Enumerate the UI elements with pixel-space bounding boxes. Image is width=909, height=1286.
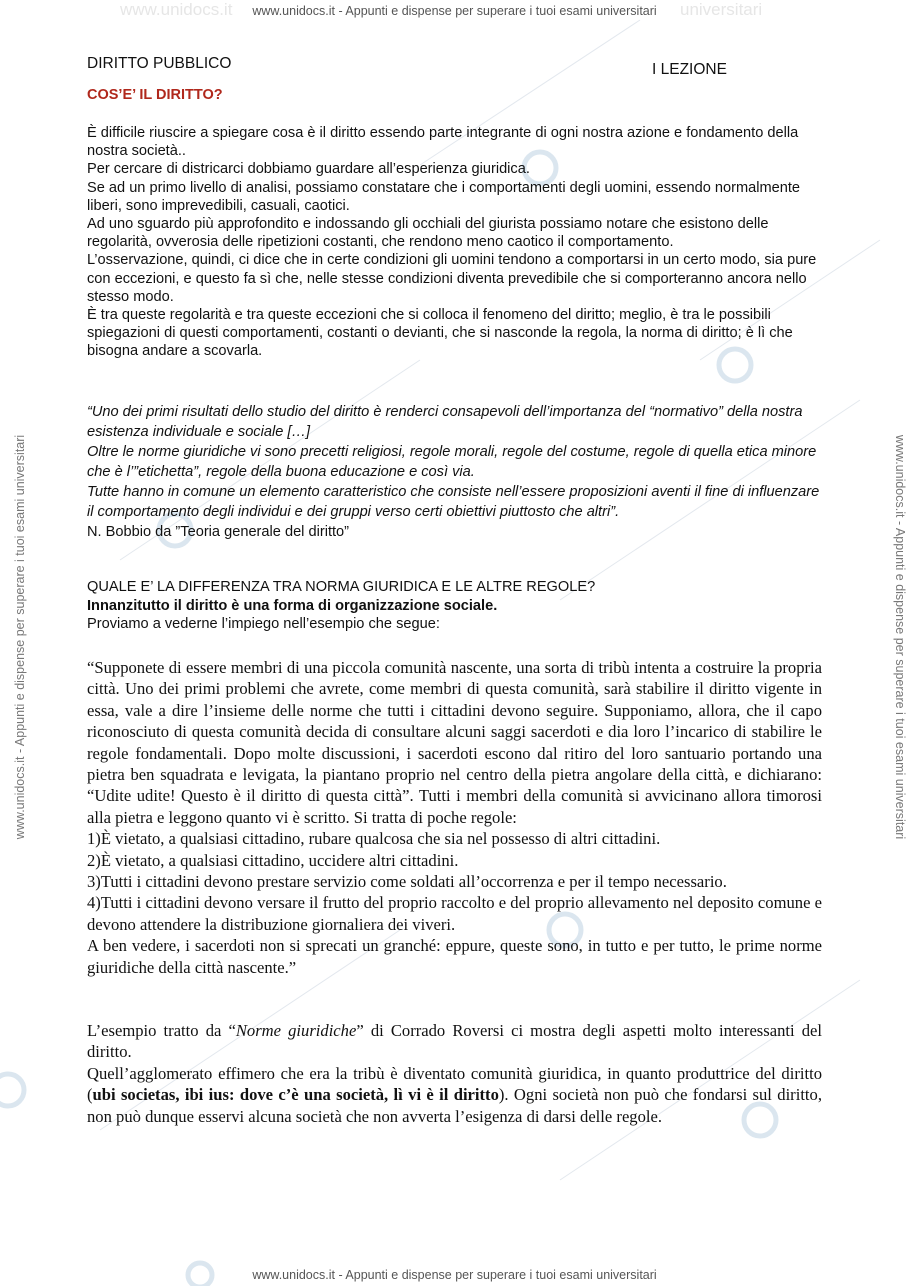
intro-paragraph: È tra queste regolarità e tra queste eccezioni che si colloca il fenomeno del diritto; meglio, è tra le possibili spiegazioni di questi comportamenti, costanti o devianti, che si nasconde la regola, la norma di diritto; è lì che bisogna andare a scovarla. [87, 307, 793, 360]
rule-item: 2)È vietato, a qualsiasi cittadino, uccidere altri cittadini. [87, 850, 459, 870]
quote-citation: N. Bobbio da ”Teoria generale del diritto” [87, 524, 350, 540]
watermark-ghost-right: universitari [680, 0, 763, 19]
intro-paragraph: Per cercare di districarci dobbiamo guardare all’esperienza giuridica. [87, 161, 530, 178]
bobbio-quote [87, 402, 823, 542]
intro-text [87, 124, 823, 361]
watermark-left: www.unidocs.it - Appunti e dispense per superare i tuoi esami universitari [13, 434, 27, 840]
watermark-right: www.unidocs.it - Appunti e dispense per superare i tuoi esami universitari [893, 434, 907, 840]
quote-line: Tutte hanno in comune un elemento caratteristico che consiste nell’essere proposizioni aventi il fine di influenzare il comportamento degli individui e dei gruppi verso certi obiettivi piuttosto che altri”. [87, 484, 820, 520]
difference-section [87, 578, 823, 634]
section-heading: COS’E’ IL DIRITTO? [87, 87, 223, 103]
commentary-paragraph [87, 1063, 822, 1127]
tribe-example [87, 657, 822, 978]
story-conclusion: A ben vedere, i sacerdoti non si sprecati un granché: eppure, queste sono, in tutto e per tutto, le prime norme giuridiche della città nascente.” [87, 936, 822, 977]
book-title: Norme giuridiche [235, 1021, 357, 1040]
watermark-ghost-left: www.unidocs.it [120, 0, 233, 19]
text-run: ). Ogni società non può che fondarsi sul diritto, non può dunque esservi alcuna società che non avverta l’esigenza di darsi delle regole. [87, 1085, 822, 1126]
roversi-commentary [87, 1020, 822, 1127]
watermark-top: www.unidocs.it - Appunti e dispense per superare i tuoi esami universitari [252, 4, 657, 18]
watermark-bottom: www.unidocs.it - Appunti e dispense per superare i tuoi esami universitari [252, 1268, 657, 1282]
quote-line: Oltre le norme giuridiche vi sono precetti religiosi, regole morali, regole del costume, regole di quella etica minore che è l’”etichetta”, regole della buona educazione e così via. [87, 444, 817, 480]
text-run: Quell’agglomerato effimero che era la tribù è diventato comunità giuridica, in quanto produttrice del diritto ( [87, 1063, 822, 1105]
intro-paragraph: Se ad un primo livello di analisi, possiamo constatare che i comportamenti degli uomini, essendo normalmente liberi, sono imprevedibili, casuali, caotici. [87, 179, 801, 214]
story-paragraph: “Supponete di essere membri di una piccola comunità nascente, una sorta di tribù intenta a costruire la propria città. Uno dei primi problemi che avrete, come membri di questa comunità, sarà stabilire il diritto vigente in essa, vale a dire l’insieme delle norme che tutti i cittadini devono seguire. Supponiamo, allora, che il capo riconosciuto di questa comunità decida di consultare alcuni saggi sacerdoti e dia loro l’incarico di stabilire le regole fondamentali. Dopo molte discussioni, i sacerdoti escono dal ritiro del loro santuario portando una pietra ben squadrata e levigata, la piantano proprio nel centro della pietra angolare della città, e dichiarano: “Udite udite! Questo è il diritto di questa città”. Tutti i membri della comunità si avvicinano allora timorosi alla pietra e leggono quanto vi è scritto. Si tratta di poche regole: [87, 658, 822, 827]
rule-item: 1)È vietato, a qualsiasi cittadino, rubare qualcosa che sia nel possesso di altri cittadini. [87, 829, 661, 849]
text-run: L’esempio tratto da “ [87, 1021, 236, 1040]
subject-title: DIRITTO PUBBLICO [87, 55, 232, 72]
commentary-paragraph [87, 1020, 822, 1063]
organization-statement: Innanzitutto il diritto è una forma di organizzazione sociale. [87, 597, 498, 614]
lesson-label: I LEZIONE [652, 61, 727, 78]
latin-maxim: ubi societas, ibi ius: dove c’è una società, lì vi è il diritto [92, 1085, 499, 1105]
intro-paragraph: È difficile riuscire a spiegare cosa è il diritto essendo parte integrante di ogni nostra azione e fondamento della nostra società.. [87, 125, 799, 160]
rule-item: 3)Tutti i cittadini devono prestare servizio come soldati all’occorrenza e per il tempo necessario. [87, 872, 727, 892]
quote-line: “Uno dei primi risultati dello studio del diritto è renderci consapevoli dell’importanza del “normativo” della nostra esistenza individuale e sociale […] [87, 404, 803, 440]
question-heading: QUALE E’ LA DIFFERENZA TRA NORMA GIURIDICA E LE ALTRE REGOLE? [87, 579, 596, 595]
text-run: ” di Corrado Roversi ci mostra degli aspetti molto interessanti del diritto. [87, 1021, 822, 1062]
example-lead: Proviamo a vederne l’impiego nell’esempio che segue: [87, 616, 440, 632]
rule-item: 4)Tutti i cittadini devono versare il frutto del proprio raccolto e del proprio allevamento nel deposito comune e devono attendere la distribuzione giornaliera dei viveri. [87, 893, 822, 934]
intro-paragraph: Ad uno sguardo più approfondito e indossando gli occhiali del giurista possiamo notare che esistono delle regolarità, ovverosia delle ripetizioni costanti, che rendono meno caotico il comportamento. [87, 216, 769, 251]
intro-paragraph: L’osservazione, quindi, ci dice che in certe condizioni gli uomini tendono a comportarsi in un certo modo, sia pure con eccezioni, e questo fa sì che, nelle stesse condizioni diventa prevedibile che si comporteranno ancora nello stesso modo. [87, 252, 817, 305]
